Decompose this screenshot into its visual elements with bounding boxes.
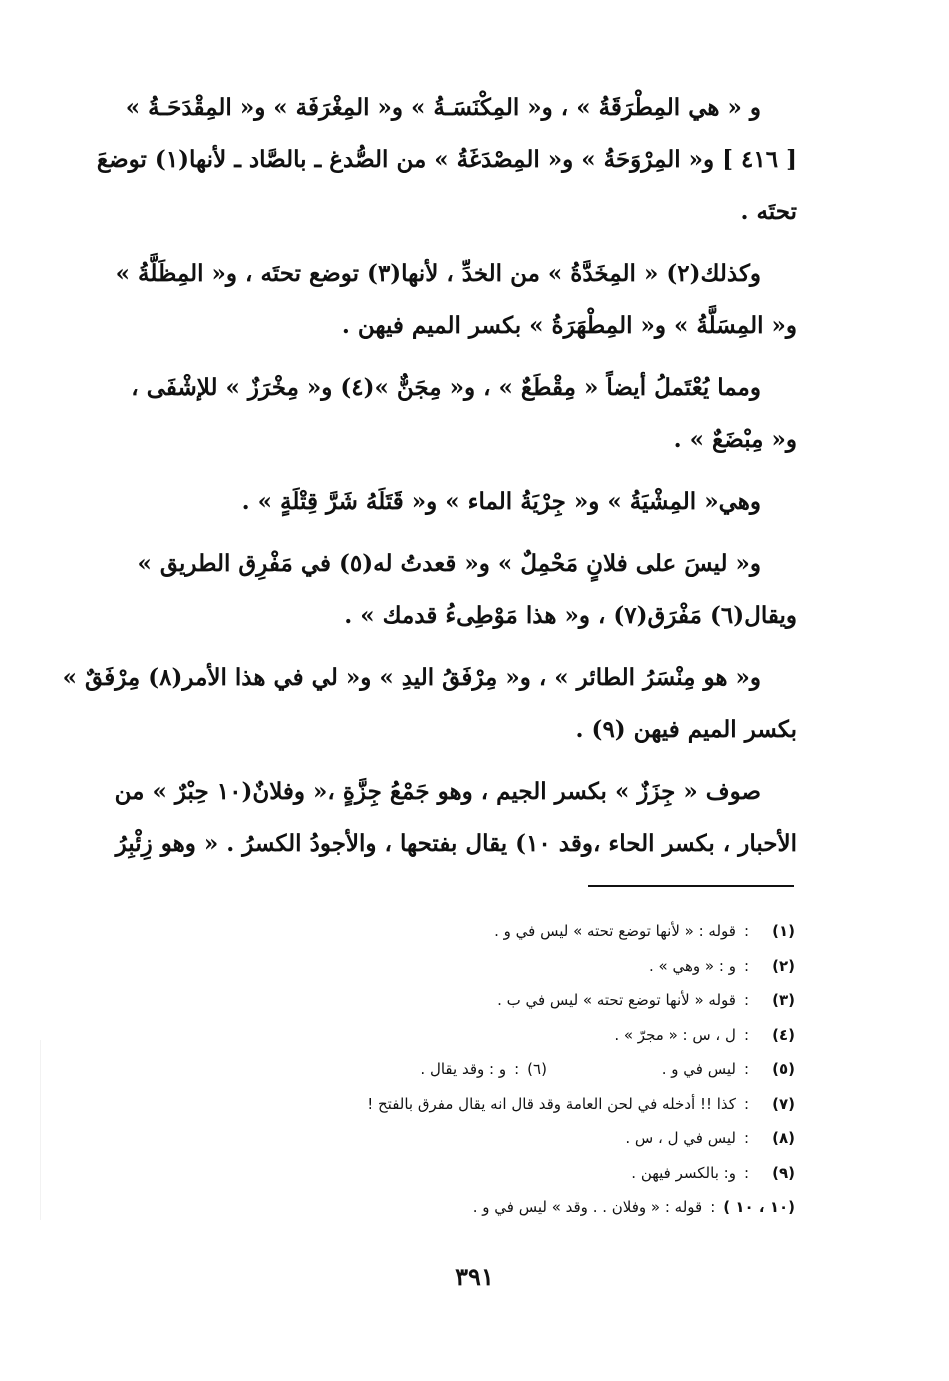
paragraph-1: [96, 82, 797, 238]
text-line: [ ٤١٦ ] و« المِرْوَحَةُ » و« المِصْدَغَةُ » من الصُّدغ ـ بالصَّاد ـ لأنها(١) توضعَ: [96, 146, 797, 173]
scan-edge-shadow: [40, 1040, 41, 1220]
footnote-colon: :: [743, 1094, 749, 1113]
footnote-text: ليس في و .: [661, 1060, 736, 1078]
page-number: ٣٩١: [455, 1262, 494, 1291]
paragraph-gap: [128, 238, 797, 248]
footnote-number: (٢): [772, 956, 795, 975]
footnote-number: (٥): [772, 1060, 795, 1078]
footnote-text: قوله : « وفلان . . وقد » ليس في و .: [472, 1198, 703, 1216]
footnote-number: (١٠ ، ١٠ ): [723, 1198, 795, 1216]
paragraph-7: [114, 766, 797, 870]
footnote-colon: :: [514, 1060, 520, 1078]
footnote: [160, 1156, 795, 1191]
footnote-colon: :: [743, 991, 749, 1009]
text-line: صوف « جِزَزٌ » بكسر الجيم ، وهو جَمْعُ جِزَّةٍ ،« وفلانٌ(١٠ حِبْرٌ » من: [114, 778, 761, 805]
footnote: [160, 1052, 795, 1087]
footnote-separator: [588, 885, 794, 887]
text-line: بكسر الميم فيهن (٩) .: [575, 716, 797, 743]
footnote-number: (٨): [772, 1129, 795, 1147]
footnote-text: و : « وهي » .: [649, 956, 736, 975]
footnote-text: كذا !! أدخله في لحن العامة وقد قال انه يقال مفرق بالفتح !: [367, 1094, 736, 1113]
paragraph-gap: [128, 466, 797, 476]
paragraph-gap: [128, 756, 797, 766]
footnote-number: (٦): [527, 1060, 547, 1078]
footnote-colon: :: [743, 1025, 749, 1044]
footnote: [160, 1190, 795, 1225]
paragraph-3: [128, 362, 797, 466]
footnote-number: (٤): [772, 1025, 795, 1044]
footnote-colon: :: [743, 1129, 749, 1147]
footnote-text: و: بالكسر فيهن .: [631, 1163, 736, 1182]
paragraph-4: [128, 476, 797, 528]
paragraph-2: [115, 248, 797, 352]
footnote-colon: :: [743, 1060, 749, 1078]
text-line: و« هو مِنْسَرُ الطائر » ، و« مِرْفَقُ اليدِ » و« لي في هذا الأمر(٨) مِرْفَقٌ »: [62, 664, 761, 691]
text-line: وهي« المِشْيَةُ » و« جِرْيَةُ الماء » و« قَتَلَهُ شَرَّ قِتْلَةٍ » .: [241, 488, 761, 515]
text-line: و« مِبْضَعٌ » .: [673, 426, 797, 453]
footnote-number: (١): [772, 922, 795, 940]
text-line: وكذلك(٢) « المِخَدَّةُ » من الخدِّ ، لأنها(٣) توضع تحتَه ، و« المِظَلَّةُ »: [115, 260, 761, 287]
footnote-number: (٣): [772, 991, 795, 1009]
text-line: تحتَه .: [740, 198, 797, 225]
paragraph-gap: [128, 642, 797, 652]
footnote: [160, 1018, 795, 1053]
footnote: [160, 914, 795, 949]
footnote-colon: :: [743, 922, 749, 940]
footnote-colon: :: [743, 1163, 749, 1182]
footnote-text: ليس في ل ، س .: [625, 1129, 736, 1147]
text-line: و « هي المِطْرَقَةُ » ، و« المِكْنَسَـةُ » و« المِغْرَفَة » و« المِقْدَحَـةُ »: [125, 94, 761, 121]
footnote-number: (٧): [772, 1094, 795, 1113]
paragraph-gap: [128, 352, 797, 362]
footnote: [160, 1121, 795, 1156]
footnote-text: قوله : « لأنها توضع تحته » ليس في و .: [494, 922, 736, 940]
footnote-colon: :: [743, 956, 749, 975]
footnote-text: و : وقد يقال .: [420, 1060, 507, 1078]
text-line: ويقال(٦) مَفْرَق(٧) ، و« هذا مَوْطِىءُ قدمك » .: [344, 602, 797, 629]
footnote: [160, 983, 795, 1018]
footnote-inline: [420, 1052, 547, 1087]
text-line: ومما يُعْتَملُ أيضاً « مِقْطَعٌ » ، و« مِجَنٌّ »(٤) و« مِخْرَزٌ » للإشْفَى ،: [131, 374, 761, 401]
footnote: [160, 1087, 795, 1122]
text-line: و« المِسَلَّةُ » و« المِطْهَرَةُ » بكسر الميم فيهن .: [341, 312, 797, 339]
text-line: و« ليسَ على فلانٍ مَحْمِلٌ » و« قعدتُ له(٥) في مَفْرِق الطريق »: [137, 550, 761, 577]
paragraph-gap: [128, 528, 797, 538]
footnote-text: ل ، س : « مجرّ » .: [614, 1025, 736, 1044]
footnote: [160, 949, 795, 984]
text-line: الأحبار ، بكسر الحاء ،وقد ١٠) يقال بفتحها ، والأجودُ الكسرُ . « وهو زِئْبِرُ: [115, 830, 797, 857]
main-text: [62, 82, 797, 870]
footnote-number: (٩): [772, 1163, 795, 1182]
paragraph-6: [62, 652, 797, 756]
footnote-colon: :: [710, 1198, 716, 1216]
footnotes: [160, 914, 795, 1225]
paragraph-5: [128, 538, 797, 642]
footnote-text: قوله « لأنها توضع تحته » ليس في ب .: [497, 991, 736, 1009]
